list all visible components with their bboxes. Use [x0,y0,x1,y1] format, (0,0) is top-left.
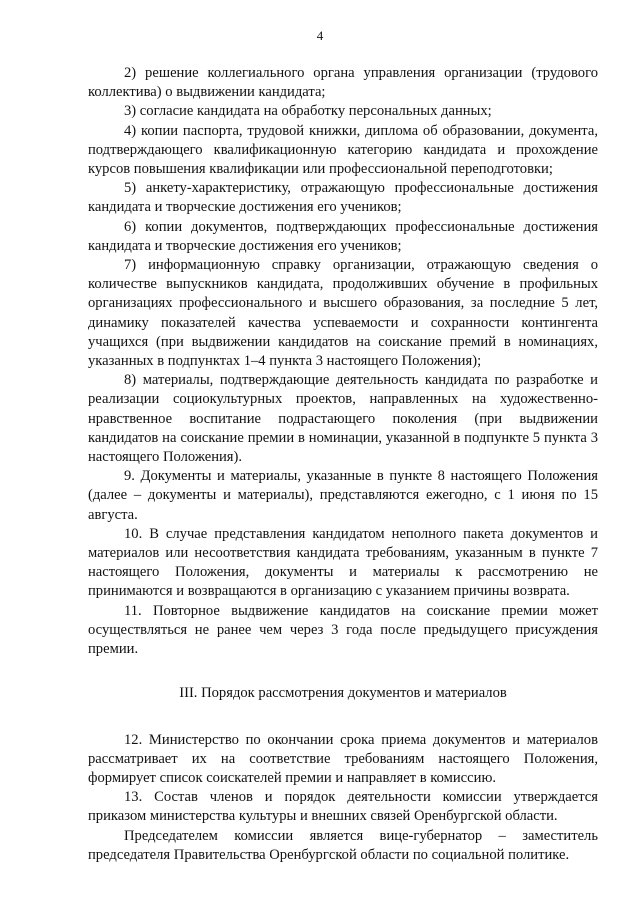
clause-12: 12. Министерство по окончании срока приема документов и материалов рассматривает их на соответствие требованиям настоящего Положения, формирует список соискателей премии и направляет в комиссию. [88,731,598,786]
clause-11: 11. Повторное выдвижение кандидатов на соискание премии может осуществляться не ранее чем через 3 года после предыдущего присуждения премии. [88,602,598,658]
section-heading: III. Порядок рассмотрения документов и материалов [179,685,507,702]
commission-chair-paragraph: Председателем комиссии является вице-губернатор – заместитель председателя Правительства Оренбургской области по социальной политике. [88,827,598,863]
list-item-6: 6) копии документов, подтверждающих профессиональные достижения кандидата и творческие достижения его учеников; [88,218,598,254]
list-item-4: 4) копии паспорта, трудовой книжки, диплома об образовании, документа, подтверждающего квалификационную категорию кандидата и прохождение курсов повышения квалификации или профессиональной переподготовки; [88,122,598,178]
clause-10: 10. В случае представления кандидатом неполного пакета документов и материалов или несоответствия кандидата требованиям, указанным в пункте 7 настоящего Положения, документы и материалы к рассмотрению не принимаются и возвращаются в организацию с указанием причины возврата. [88,525,598,600]
list-item-7: 7) информационную справку организации, отражающую сведения о количестве выпускников кандидата, продолживших обучение в профильных организациях профессионального и высшего образования, за последние 5 лет, динамику показателей качества успеваемости и сохранности контингента учащихся (при выдвижении кандидатов на соискание премий в номинациях, указанных в подпунктах 1–4 пункта 3 настоящего Положения); [88,257,598,370]
list-item-3: 3) согласие кандидата на обработку персональных данных; [124,103,492,120]
document-body [88,64,598,865]
clause-9: 9. Документы и материалы, указанные в пункте 8 настоящего Положения (далее – документы и материалы), представляются ежегодно, с 1 июня по 15 августа. [88,468,598,523]
list-item-2: 2) решение коллегиального органа управления организации (трудового коллектива) о выдвижении кандидата; [88,65,598,101]
list-item-8: 8) материалы, подтверждающие деятельность кандидата по разработке и реализации социокультурных проектов, направленных на художественно-нравственное воспитание подрастающего поколения (при выдвижении кандидатов на соискание премии в номинации, указанной в подпункте 5 пункта 3 настоящего Положения). [88,372,598,466]
clause-13: 13. Состав членов и порядок деятельности комиссии утверждается приказом министерства культуры и внешних связей Оренбургской области. [88,789,598,825]
list-item-5: 5) анкету-характеристику, отражающую профессиональные достижения кандидата и творческие достижения его учеников; [88,180,598,216]
page-number: 4 [316,28,324,43]
